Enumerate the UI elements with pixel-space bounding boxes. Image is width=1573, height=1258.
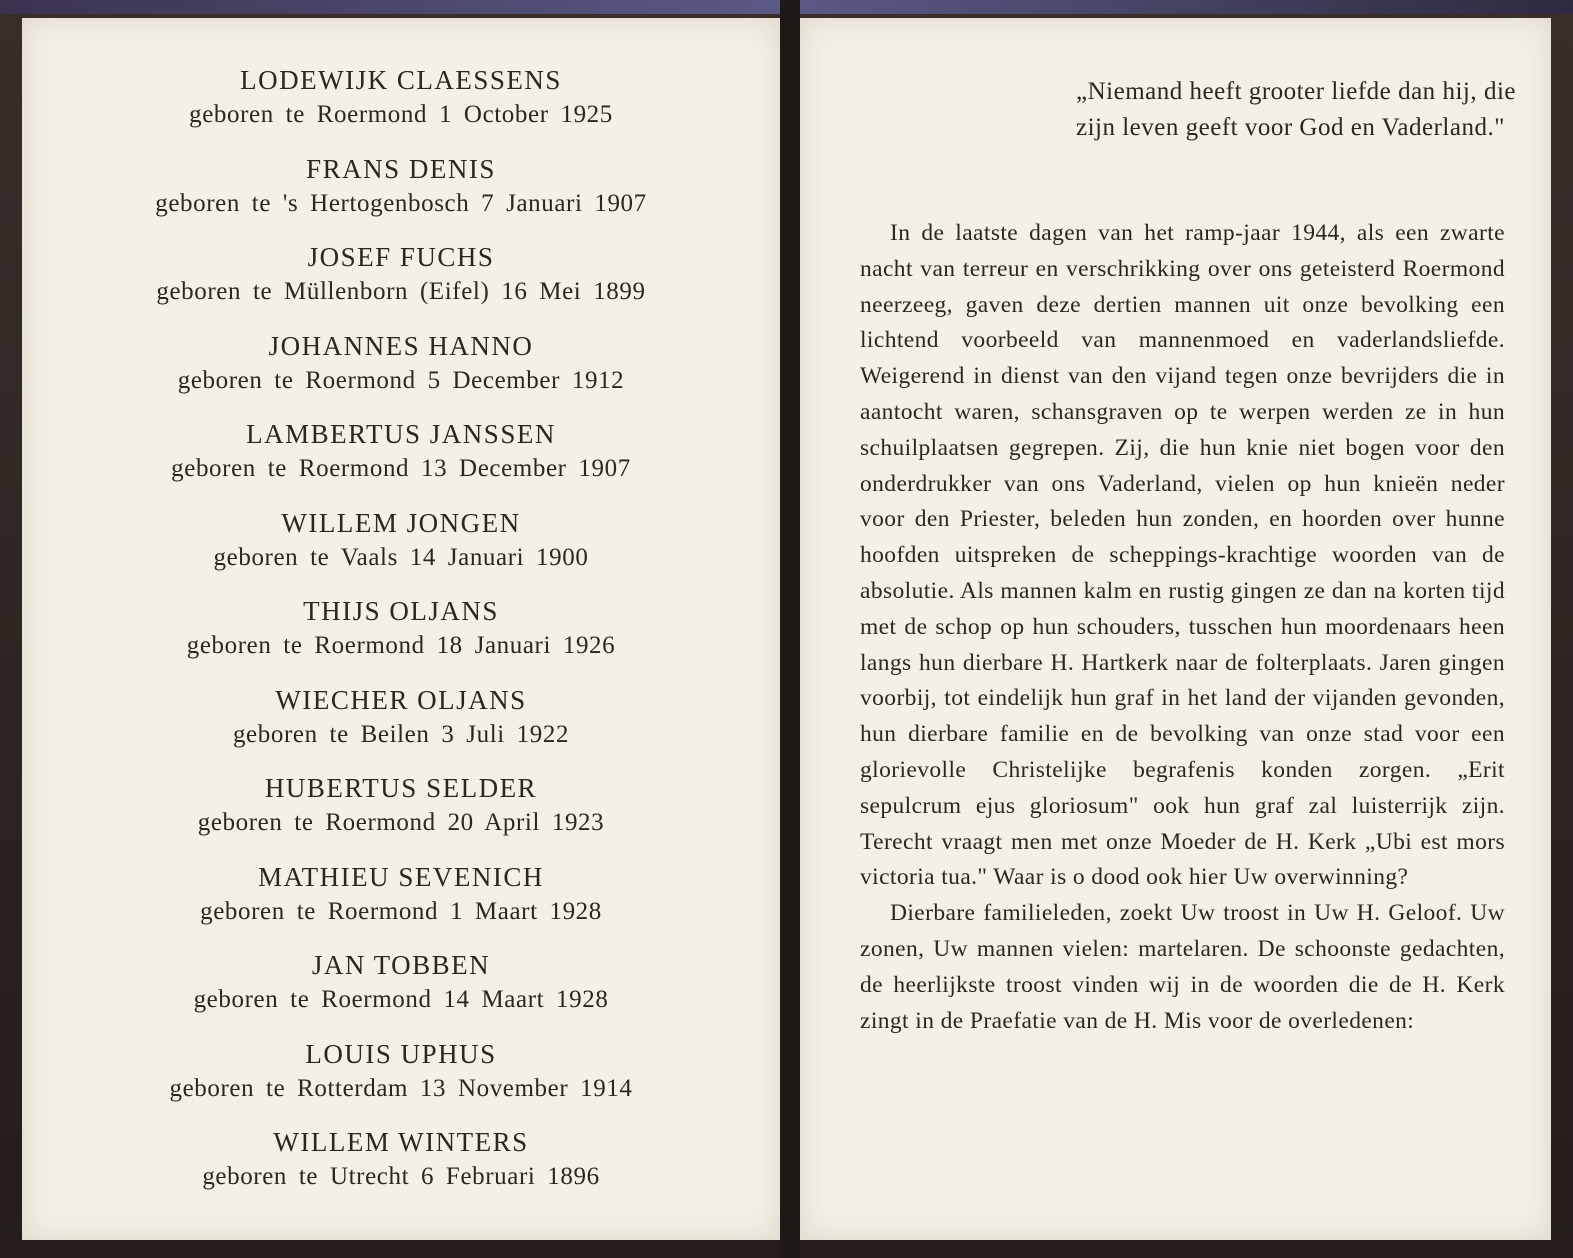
person-birth: geboren te Utrecht 6 Februari 1896	[202, 1163, 600, 1190]
person-name: JOHANNES HANNO	[268, 330, 534, 361]
list-item	[22, 62, 780, 151]
person-name: JOSEF FUCHS	[307, 242, 495, 272]
person-birth: geboren te Müllenborn (Eifel) 16 Mei 1899	[156, 278, 646, 305]
right-page	[800, 18, 1551, 1240]
person-name: WILLEM JONGEN	[281, 507, 521, 538]
person-birth: geboren te Vaals 14 Januari 1900	[213, 543, 589, 571]
list-item	[22, 859, 780, 948]
list-item	[22, 151, 780, 240]
person-birth: geboren te Roermond 20 April 1923	[197, 809, 605, 836]
person-birth: geboren te Roermond 5 December 1912	[177, 366, 625, 394]
left-page	[22, 18, 780, 1240]
names-list	[22, 62, 780, 1213]
list-item	[22, 239, 780, 328]
page-fold	[780, 0, 800, 1258]
person-name: MATHIEU SEVENICH	[258, 861, 544, 892]
quote-text: „Niemand heeft grooter liefde dan hij, die zijn leven geeft voor God en Vaderland."	[1076, 78, 1516, 141]
person-name: THIJS OLJANS	[303, 596, 499, 626]
list-item	[22, 682, 780, 771]
person-birth: geboren te Roermond 14 Maart 1928	[193, 986, 609, 1013]
person-birth: geboren te Beilen 3 Juli 1922	[232, 720, 570, 748]
paragraph: Dierbare familieleden, zoekt Uw troost in Uw H. Geloof. Uw zonen, Uw mannen vielen: martelaren. De schoonste gedachten, de heerlijkste troost vinden wij in de woorden die de H. Kerk zingt in de Praefatie van de H. Mis voor de overledenen:	[860, 900, 1505, 1034]
list-item	[22, 328, 780, 417]
list-item	[22, 416, 780, 505]
person-birth: geboren te Rotterdam 13 November 1914	[169, 1074, 633, 1102]
person-birth: geboren te Roermond 18 Januari 1926	[186, 632, 616, 659]
person-birth: geboren te Roermond 1 Maart 1928	[200, 897, 602, 925]
person-name: FRANS DENIS	[306, 153, 496, 184]
person-birth: geboren te Roermond 1 October 1925	[189, 101, 613, 128]
list-item	[22, 947, 780, 1036]
body-text	[860, 216, 1505, 1039]
person-name: LOUIS UPHUS	[305, 1038, 497, 1069]
person-name: WILLEM WINTERS	[273, 1127, 529, 1157]
paragraph: In de laatste dagen van het ramp-jaar 1944, als een zwarte nacht van terreur en verschrikking over ons geteisterd Roermond neerzeeg, gaven deze dertien mannen uit onze bevolking een lichtend voorbeeld van mannenmoed en vaderlandsliefde. Weigerend in dienst van den vijand tegen onze bevrijders die in aantocht waren, schansgraven op te werpen werden ze in hun schuilplaatsen gegrepen. Zij, die hun knie niet bogen voor den onderdrukker van ons Vaderland, vielen op hun knieën neder voor den Priester, beleden hun zonden, en hoorden over hunne hoofden uitspreken de scheppings-krachtige woorden van de absolutie. Als mannen kalm en rustig gingen ze dan na korten tijd met de schop op hun schouders, tusschen hun moordenaars heen langs hun dierbare H. Hartkerk naar de folterplaats. Jaren gingen voorbij, tot eindelijk hun graf in het land der vijanden gevonden, hun dierbare familie en de bevolking van onze stad voor een glorievolle Christelijke begrafenis konden zorgen. „Erit sepulcrum ejus gloriosum" ook hun graf zal luisterrijk zijn. Terecht vraagt men met onze Moeder de H. Kerk „Ubi est mors victoria tua." Waar is o dood ook hier Uw overwinning?	[860, 220, 1505, 891]
person-name: LODEWIJK CLAESSENS	[240, 65, 562, 95]
list-item	[22, 1036, 780, 1125]
list-item	[22, 505, 780, 594]
person-name: JAN TOBBEN	[311, 950, 491, 980]
person-name: HUBERTUS SELDER	[264, 773, 538, 803]
list-item	[22, 1124, 780, 1213]
person-name: LAMBERTUS JANSSEN	[246, 419, 556, 449]
list-item	[22, 593, 780, 682]
person-name: WIECHER OLJANS	[275, 684, 527, 715]
list-item	[22, 770, 780, 859]
person-birth: geboren te Roermond 13 December 1907	[171, 455, 631, 482]
person-birth: geboren te 's Hertogenbosch 7 Januari 1907	[155, 189, 647, 217]
